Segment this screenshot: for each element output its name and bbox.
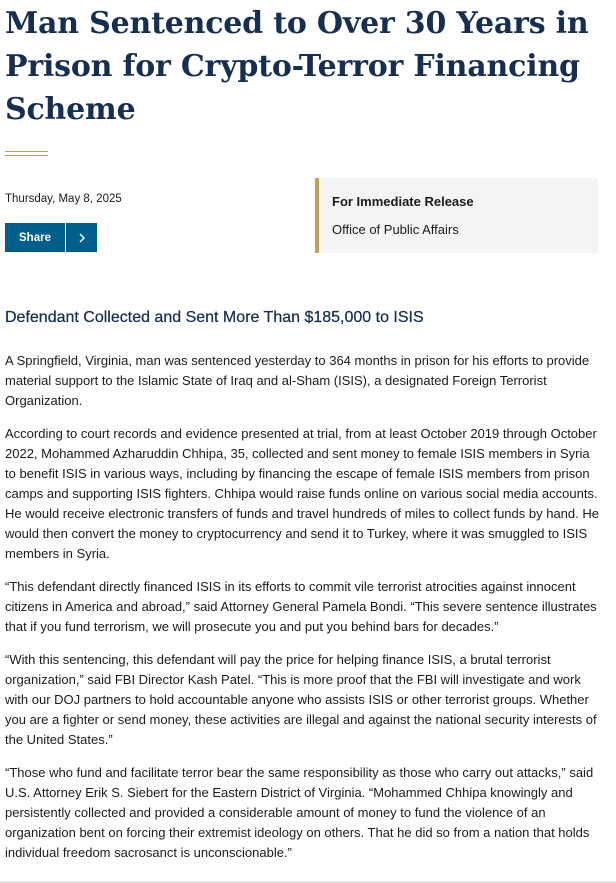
article-paragraph: A Springfield, Virginia, man was sentenced yesterday to 364 months in prison for his efforts to provide material support to the Islamic State of Iraq and al-Sham (ISIS), a designated Foreign Terrorist Organization.	[5, 353, 590, 408]
publish-date: Thursday, May 8, 2025	[5, 193, 122, 205]
share-button[interactable]	[5, 223, 97, 252]
article-paragraph: According to court records and evidence presented at trial, from at least October 2019 through October 2022, Mohammed Azharuddin Chhipa, 35, collected and sent money to female ISIS members in Syria to benefit ISIS in various ways, including by financing the escape of female ISIS members from prison camps and supporting ISIS fighters. Chhipa would raise funds online on various social media accounts. He would receive electronic transfers of funds and travel hundreds of miles to collect funds by hand. He would then convert the money to cryptocurrency and send it to Turkey, where it was smuggled to ISIS members in Syria.	[5, 426, 599, 561]
article-paragraph: “With this sentencing, this defendant will pay the price for helping finance ISIS, a brutal terrorist organization,” said FBI Director Kash Patel. “This is more proof that the FBI will investigate and work with our DOJ partners to hold accountable anyone who assists ISIS or other terrorist groups. Whether you are a fighter or send money, these activities are illegal and against the national security interests of the United States.”	[5, 652, 597, 747]
page-title: Man Sentenced to Over 30 Years in Prison for Crypto-Terror Financing Scheme	[5, 6, 589, 127]
title-divider	[5, 151, 48, 156]
article-paragraph: “This defendant directly financed ISIS in its efforts to commit vile terrorist atrocities against innocent citizens in America and abroad,” said Attorney General Pamela Bondi. “This severe sentence illustrates that if you fund terrorism, we will prosecute you and put you behind bars for decades.”	[5, 579, 597, 634]
article-body	[5, 351, 601, 876]
release-type: For Immediate Release	[332, 194, 474, 209]
article-paragraph: “Those who fund and facilitate terror bear the same responsibility as those who carry out attacks,” said U.S. Attorney Erik S. Siebert for the Eastern District of Virginia. “Mohammed Chhipa knowingly and persistently collected and provided a considerable amount of money to fund the violence of an organization bent on forcing their extremist ideology on others. That he did so from a nation that holds individual freedom sacrosanct is unconscionable.”	[5, 765, 594, 860]
chevron-right-icon[interactable]	[66, 223, 97, 252]
article-subheading: Defendant Collected and Sent More Than $185,000 to ISIS	[5, 309, 424, 326]
share-button-label: Share	[19, 231, 51, 244]
release-office: Office of Public Affairs	[332, 222, 459, 237]
release-info-box	[315, 178, 598, 253]
